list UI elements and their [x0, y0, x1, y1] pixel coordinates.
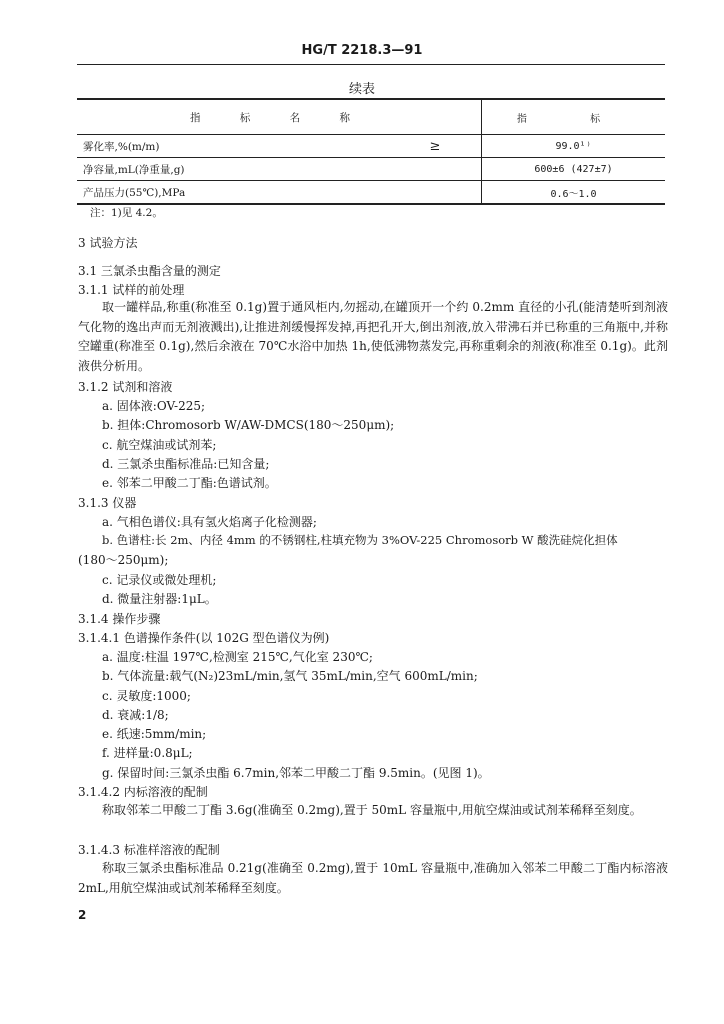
list-item: g. 保留时间:三氯杀虫酯 6.7min,邻苯二甲酸二丁酯 9.5min。(见图 1)。 — [102, 766, 490, 780]
page-number: 2 — [78, 908, 87, 922]
list-item: a. 固体液:OV-225; — [102, 399, 206, 413]
section-3-1-4-heading: 3.1.4 操作步骤 — [78, 612, 161, 626]
list-item: d. 微量注射器:1μL。 — [102, 592, 217, 606]
list-item: c. 记录仪或微处理机; — [102, 573, 217, 587]
section-3-heading: 3 试验方法 — [78, 236, 138, 250]
list-item: b. 色谱柱:长 2m、内径 4mm 的不锈钢柱,柱填充物为 3%OV-225 Chromosorb W 酸洗硅烷化担体 — [102, 533, 618, 547]
list-item: f. 进样量:0.8μL; — [102, 746, 193, 760]
table-caption: 续表 — [348, 82, 375, 97]
list-item: e. 邻苯二甲酸二丁酯:色谱试剂。 — [102, 476, 277, 490]
table-header-row — [77, 99, 665, 135]
list-item: c. 灵敏度:1000; — [102, 689, 191, 703]
table-note: 注：1)见 4.2。 — [90, 207, 163, 219]
col-header-name: 指 标 名 称 — [77, 99, 482, 135]
list-item: e. 纸速:5mm/min; — [102, 727, 207, 741]
list-item: d. 衰减:1/8; — [102, 708, 169, 722]
table-row — [77, 181, 665, 205]
row-value: 99.0¹⁾ — [482, 135, 666, 158]
list-item: a. 气相色谱仪:具有氢火焰离子化检测器; — [102, 515, 317, 529]
paragraph-3-1-1: 取一罐样品,称重(称准至 0.1g)置于通风柜内,勿摇动,在罐顶开一个约 0.2mm 直径的小孔(能清楚听到剂液气化物的逸出声而无剂液溅出),让推进剂缓慢挥发掉,再把孔开大,倒出剂液,放入带沸石并已称重的三角瓶中,并称空罐重(称准至 0.1g),然后余液在 70℃水浴中加热 1h,使低沸物蒸发完,再称重剩余的剂液(称准至 0.1g)。此剂液供分析用。 — [78, 300, 668, 373]
col-header-value: 指 标 — [482, 99, 666, 135]
list-item: b. 担体:Chromosorb W/AW-DMCS(180～250μm); — [102, 418, 395, 432]
section-3-1-4-2-heading: 3.1.4.2 内标溶液的配制 — [78, 785, 208, 799]
list-item: c. 航空煤油或试剂苯; — [102, 438, 217, 452]
section-3-1-2-heading: 3.1.2 试剂和溶液 — [78, 380, 173, 394]
list-item: d. 三氯杀虫酯标准品:已知含量; — [102, 457, 270, 471]
section-3-1-4-1-heading: 3.1.4.1 色谱操作条件(以 102G 型色谱仪为例) — [78, 631, 330, 645]
row-name: 产品压力(55℃),MPa — [77, 181, 389, 205]
section-3-1-1-heading: 3.1.1 试样的前处理 — [78, 283, 185, 297]
row-value: 0.6～1.0 — [482, 181, 666, 205]
section-3-1-heading: 3.1 三氯杀虫酯含量的测定 — [78, 264, 221, 278]
row-operator — [389, 158, 482, 181]
table-row — [77, 158, 665, 181]
row-value: 600±6 (427±7) — [482, 158, 666, 181]
list-item: b. 气体流量:载气(N₂)23mL/min,氢气 35mL/min,空气 600mL/min; — [102, 669, 478, 683]
row-name: 净容量,mL(净重量,g) — [77, 158, 389, 181]
section-3-1-4-3-heading: 3.1.4.3 标准样溶液的配制 — [78, 843, 220, 857]
table-row — [77, 135, 665, 158]
row-operator — [389, 181, 482, 205]
row-operator: ≥ — [389, 135, 482, 158]
spec-table — [77, 98, 665, 205]
header-rule — [77, 64, 665, 65]
list-item: (180～250μm); — [78, 553, 169, 567]
row-name: 雾化率,%(m/m) — [77, 135, 389, 158]
section-3-1-3-heading: 3.1.3 仪器 — [78, 496, 137, 510]
list-item: a. 温度:柱温 197℃,检测室 215℃,气化室 230℃; — [102, 650, 373, 664]
standard-code: HG/T 2218.3—91 — [301, 43, 423, 58]
paragraph-3-1-4-2: 称取邻苯二甲酸二丁酯 3.6g(准确至 0.2mg),置于 50mL 容量瓶中,用航空煤油或试剂苯稀释至刻度。 — [102, 803, 642, 817]
paragraph-3-1-4-3: 称取三氯杀虫酯标准品 0.21g(准确至 0.2mg),置于 10mL 容量瓶中,准确加入邻苯二甲酸二丁酯内标溶液 2mL,用航空煤油或试剂苯稀释至刻度。 — [78, 861, 668, 895]
